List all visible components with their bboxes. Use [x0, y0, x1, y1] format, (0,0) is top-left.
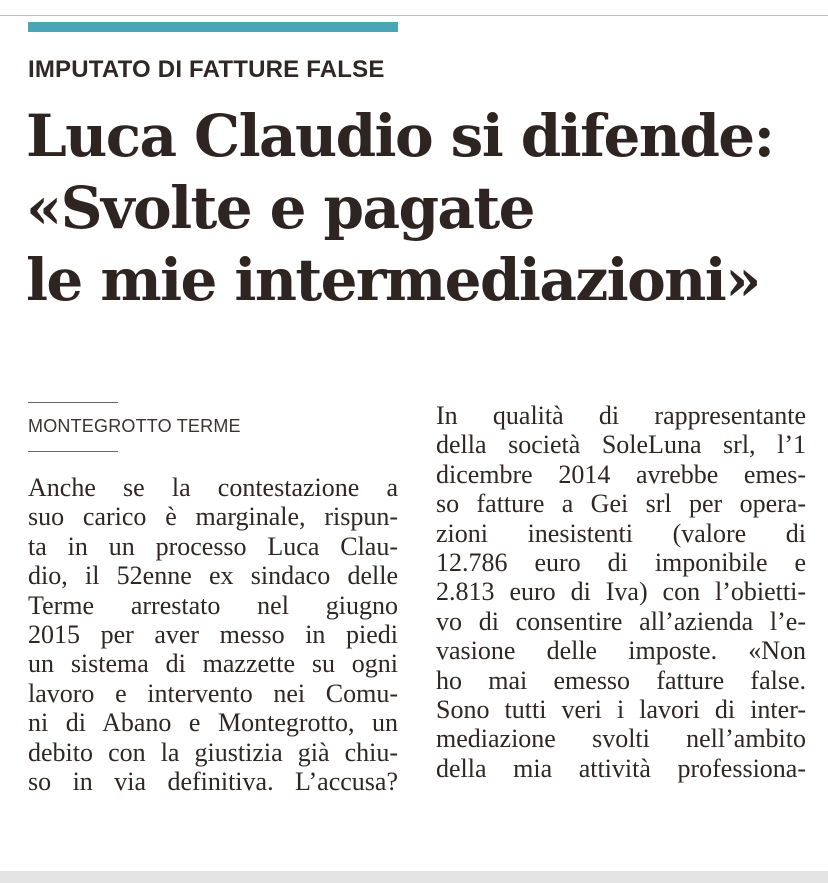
headline-line-2: «Svolte e pagate — [26, 174, 534, 242]
text-line: In qualità di rappresentante — [436, 401, 806, 430]
text-line: so fatture a Gei srl per opera- — [436, 489, 806, 519]
text-line: zioni inesistenti (valore di — [436, 518, 806, 548]
text-line: mediazione svolti nell’ambito — [436, 724, 806, 754]
top-rule — [0, 15, 828, 16]
bottom-band — [0, 871, 828, 883]
text-line: 2.813 euro di Iva) con l’obietti- — [436, 577, 806, 607]
text-line: vasione delle imposte. «Non — [436, 636, 806, 666]
text-line: dicembre 2014 avrebbe emes- — [436, 459, 806, 489]
text-line: Anche se la contestazione a — [28, 473, 398, 502]
text-line: 12.786 euro di imponibile e — [436, 547, 806, 577]
text-line: Sono tutti veri i lavori di inter- — [436, 694, 806, 724]
text-line: ta in un processo Luca Clau- — [28, 531, 398, 561]
section-accent-bar — [28, 22, 398, 32]
dateline: MONTEGROTTO TERME — [28, 416, 241, 436]
text-line: lavoro e intervento nei Comu- — [28, 678, 398, 708]
article-column-2 — [436, 401, 806, 783]
text-line: della società SoleLuna srl, l’1 — [436, 430, 806, 460]
dateline-rule-bottom — [28, 451, 118, 452]
text-line: suo carico è marginale, rispun- — [28, 502, 398, 532]
dateline-rule-top — [28, 402, 118, 403]
text-line: so in via definitiva. L’accusa? — [28, 766, 398, 796]
text-line: Terme arrestato nel giugno — [28, 590, 398, 620]
article-column-1 — [28, 473, 398, 796]
headline — [26, 100, 816, 316]
text-line: della mia attività professiona- — [436, 753, 806, 783]
text-line: debito con la giustizia già chiu- — [28, 737, 398, 767]
headline-line-3: le mie intermediazioni» — [26, 246, 760, 314]
text-line: ni di Abano e Montegrotto, un — [28, 708, 398, 738]
text-line: un sistema di mazzette su ogni — [28, 649, 398, 679]
text-line: vo di consentire all’azienda l’e- — [436, 606, 806, 636]
text-line: dio, il 52enne ex sindaco delle — [28, 561, 398, 591]
text-line: 2015 per aver messo in piedi — [28, 619, 398, 649]
text-line: ho mai emesso fatture false. — [436, 665, 806, 695]
headline-line-1: Luca Claudio si difende: — [26, 102, 774, 170]
kicker: IMPUTATO DI FATTURE FALSE — [28, 56, 385, 83]
